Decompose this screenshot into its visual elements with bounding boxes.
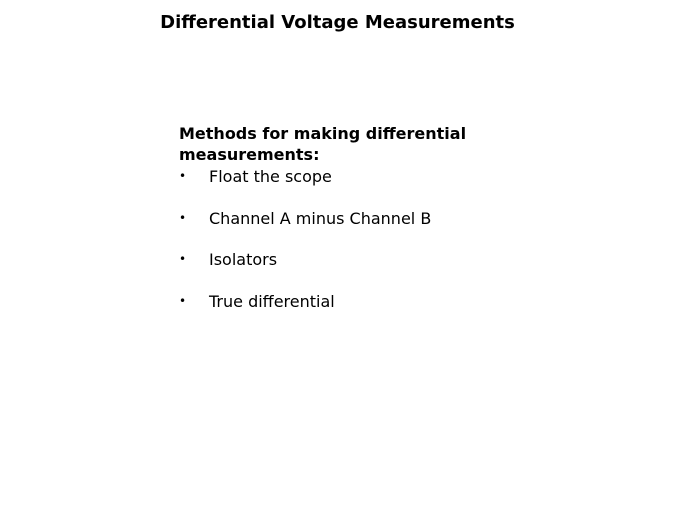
- slide-title: Differential Voltage Measurements: [160, 12, 515, 33]
- bullet-item: [179, 166, 509, 208]
- bullet-icon: •: [179, 169, 187, 183]
- bullet-item: [179, 208, 509, 250]
- bullet-text: Isolators: [209, 250, 278, 270]
- heading-line-1: Methods for making differential: [179, 124, 467, 143]
- bullet-icon: •: [179, 252, 187, 267]
- heading-line-2: measurements:: [179, 145, 320, 164]
- slide-content: [179, 123, 509, 333]
- bullet-text: Float the scope: [209, 167, 332, 186]
- bullet-text: Channel A minus Channel B: [209, 208, 432, 228]
- bullet-item: [179, 291, 509, 333]
- bullet-item: [179, 249, 509, 291]
- bullet-list: [179, 166, 509, 333]
- bullet-icon: •: [179, 294, 187, 309]
- bullet-text: True differential: [209, 292, 335, 312]
- bullet-icon: •: [179, 210, 187, 225]
- content-heading: [179, 123, 509, 165]
